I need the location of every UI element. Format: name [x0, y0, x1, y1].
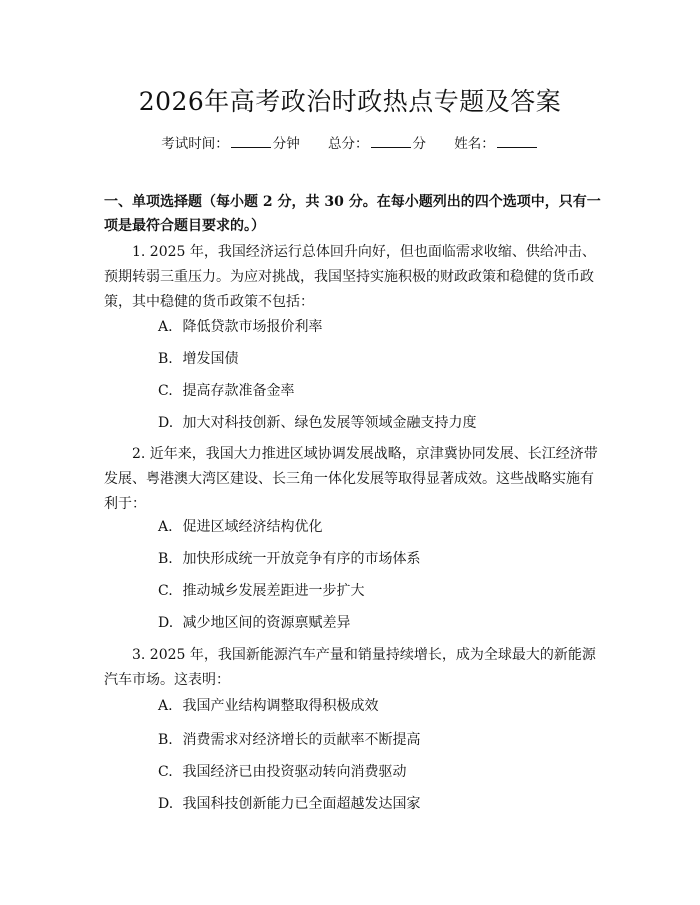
question-3-stem: 3. 2025 年，我国新能源汽车产量和销量持续增长，成为全球最大的新能源汽车市场。这表明：: [104, 647, 596, 688]
option-letter: D.: [158, 796, 174, 812]
option-text: 我国产业结构调整取得积极成效: [182, 698, 379, 714]
option-letter: C.: [158, 764, 173, 780]
question-2-option-d: [158, 613, 598, 633]
option-letter: A.: [158, 698, 173, 714]
option-letter: B.: [158, 732, 173, 748]
question-1-option-b: [158, 349, 598, 369]
question-3-option-b: [158, 730, 598, 750]
option-letter: D.: [158, 615, 174, 631]
question-3-option-a: [158, 696, 598, 716]
document-title: 2026年高考政治时政热点专题及答案: [138, 87, 562, 116]
total-score-label: 总分：: [328, 136, 369, 152]
question-2-stem: 2. 近年来，我国大力推进区域协调发展战略，京津冀协同发展、长江经济带发展、粤港澳大湾区建设、长三角一体化发展等取得显著成效。这些战略实施有利于：: [104, 446, 598, 512]
option-text: 减少地区间的资源禀赋差异: [182, 615, 351, 631]
option-letter: C.: [158, 383, 173, 399]
question-2-option-c: [158, 581, 598, 601]
question-2-option-a: [158, 517, 598, 537]
name-blank: [497, 135, 537, 148]
exam-time-blank: [231, 135, 271, 148]
question-1-stem: 1. 2025 年，我国经济运行总体回升向好，但也面临需求收缩、供给冲击、预期转弱三重压力。为应对挑战，我国坚持实施积极的财政政策和稳健的货币政策，其中稳健的货币政策不包括：: [104, 244, 596, 310]
total-score-unit: 分: [412, 136, 426, 152]
question-2-option-b: [158, 549, 598, 569]
question-1-option-c: [158, 381, 598, 401]
option-letter: B.: [158, 551, 173, 567]
name-label: 姓名：: [454, 136, 495, 152]
option-text: 加快形成统一开放竞争有序的市场体系: [182, 551, 421, 567]
option-letter: D.: [158, 415, 174, 431]
option-letter: A.: [158, 519, 173, 535]
total-score-blank: [371, 135, 411, 148]
exam-meta: [0, 132, 700, 152]
option-text: 我国经济已由投资驱动转向消费驱动: [182, 764, 407, 780]
exam-time-label: 考试时间：: [161, 136, 229, 152]
option-letter: C.: [158, 583, 173, 599]
name-field: [454, 132, 539, 152]
option-text: 加大对科技创新、绿色发展等领域金融支持力度: [182, 415, 477, 431]
option-text: 促进区域经济结构优化: [182, 519, 323, 535]
section-heading: 一、单项选择题（每小题 2 分，共 30 分。在每小题列出的四个选项中，只有一项是最符合题目要求的。）: [104, 194, 601, 234]
option-text: 我国科技创新能力已全面超越发达国家: [182, 796, 421, 812]
question-3-option-d: [158, 794, 598, 814]
option-letter: B.: [158, 351, 173, 367]
option-text: 降低贷款市场报价利率: [182, 319, 323, 335]
option-text: 消费需求对经济增长的贡献率不断提高: [182, 732, 421, 748]
question-1-option-d: [158, 413, 598, 433]
option-letter: A.: [158, 319, 173, 335]
question-1-option-a: [158, 317, 598, 337]
exam-time-unit: 分钟: [272, 136, 300, 152]
option-text: 推动城乡发展差距进一步扩大: [182, 583, 365, 599]
question-3-option-c: [158, 762, 598, 782]
option-text: 增发国债: [182, 351, 239, 367]
option-text: 提高存款准备金率: [182, 383, 295, 399]
total-score-field: [328, 132, 426, 152]
exam-time-field: [161, 132, 300, 152]
